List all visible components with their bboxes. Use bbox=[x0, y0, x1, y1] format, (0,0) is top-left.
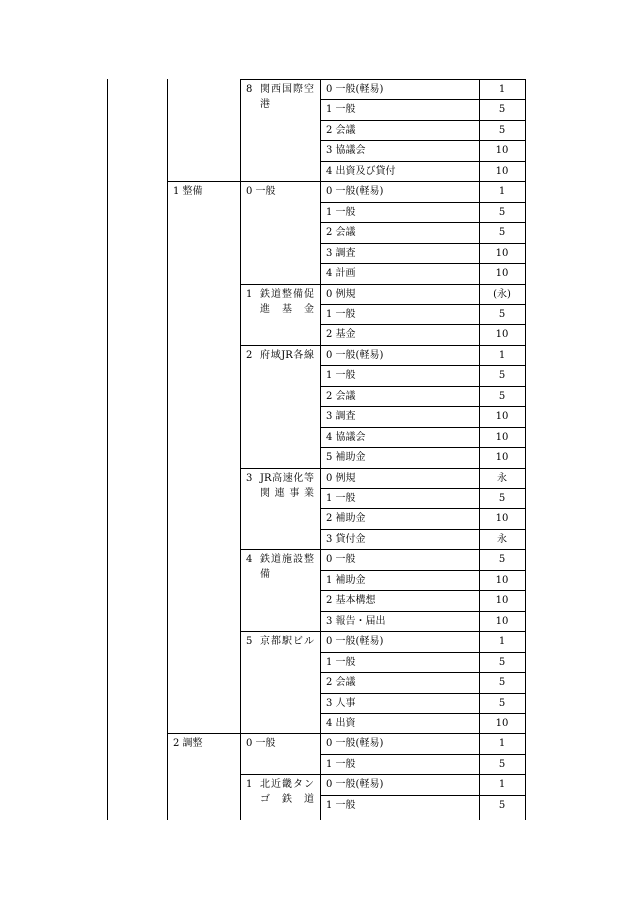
record-item: 0 一般(軽易) bbox=[326, 186, 384, 197]
row-rule bbox=[320, 529, 525, 530]
record-item: 1 一般 bbox=[326, 657, 356, 668]
retention-years: 10 bbox=[495, 432, 509, 443]
record-item: 0 一般(軽易) bbox=[326, 738, 384, 749]
record-item: 2 基本構想 bbox=[326, 595, 376, 606]
retention-years: 5 bbox=[498, 759, 506, 770]
retention-years: 10 bbox=[495, 575, 509, 586]
retention-years: 10 bbox=[495, 248, 509, 259]
column-rule bbox=[167, 79, 168, 820]
retention-years: 10 bbox=[495, 616, 509, 627]
retention-years: 5 bbox=[498, 125, 506, 136]
record-item: 4 協議会 bbox=[326, 432, 366, 443]
retention-years: 5 bbox=[498, 657, 506, 668]
record-item: 2 会議 bbox=[326, 391, 356, 402]
record-item: 1 一般 bbox=[326, 104, 356, 115]
row-rule bbox=[167, 181, 525, 182]
subsection-number: 2 bbox=[246, 350, 253, 361]
row-rule bbox=[320, 161, 525, 162]
row-rule bbox=[320, 386, 525, 387]
record-item: 2 補助金 bbox=[326, 513, 366, 524]
retention-years: (永) bbox=[493, 289, 511, 300]
subsection-label: 鉄道施設整備 bbox=[260, 554, 314, 580]
retention-years: 10 bbox=[495, 513, 509, 524]
record-item: 3 調査 bbox=[326, 411, 356, 422]
row-rule bbox=[320, 140, 525, 141]
record-item: 4 出資 bbox=[326, 718, 356, 729]
subsection-label: 北近畿タンゴ鉄道 bbox=[260, 779, 314, 805]
row-rule bbox=[320, 120, 525, 121]
row-rule bbox=[240, 631, 525, 632]
record-item: 0 一般(軽易) bbox=[326, 636, 384, 647]
retention-years: 1 bbox=[498, 350, 506, 361]
retention-years: 永 bbox=[497, 534, 507, 545]
record-item: 0 一般(軽易) bbox=[326, 350, 384, 361]
row-rule bbox=[320, 652, 525, 653]
row-rule bbox=[240, 345, 525, 346]
retention-years: 5 bbox=[498, 309, 506, 320]
record-item: 0 例規 bbox=[326, 289, 356, 300]
subsection-number: 4 bbox=[246, 554, 253, 565]
record-item: 0 例規 bbox=[326, 473, 356, 484]
retention-years: 10 bbox=[495, 411, 509, 422]
subsection-number: 8 bbox=[246, 84, 253, 95]
subsection-label: 鉄道整備促進基金 bbox=[260, 289, 314, 315]
retention-years: 10 bbox=[495, 329, 509, 340]
record-item: 1 一般 bbox=[326, 370, 356, 381]
row-rule bbox=[320, 611, 525, 612]
subsection-label: 関西国際空港 bbox=[260, 84, 314, 110]
record-item: 1 一般 bbox=[326, 800, 356, 811]
retention-years: 1 bbox=[498, 636, 506, 647]
retention-years: 5 bbox=[498, 227, 506, 238]
row-rule bbox=[167, 733, 525, 734]
retention-years: 10 bbox=[495, 595, 509, 606]
row-rule bbox=[320, 406, 525, 407]
record-item: 3 協議会 bbox=[326, 145, 366, 156]
subsection-label: 0 一般 bbox=[246, 738, 276, 749]
record-item: 3 調査 bbox=[326, 248, 356, 259]
record-item: 5 補助金 bbox=[326, 452, 366, 463]
record-item: 1 一般 bbox=[326, 207, 356, 218]
retention-years: 5 bbox=[498, 370, 506, 381]
subsection-label: 0 一般 bbox=[246, 186, 276, 197]
record-item: 2 基金 bbox=[326, 329, 356, 340]
retention-years: 5 bbox=[498, 554, 506, 565]
retention-years: 5 bbox=[498, 677, 506, 688]
row-rule bbox=[320, 795, 525, 796]
subsection-label: 京都駅ビル bbox=[260, 636, 314, 647]
retention-years: 1 bbox=[498, 779, 506, 790]
row-rule bbox=[320, 590, 525, 591]
record-item: 2 会議 bbox=[326, 227, 356, 238]
record-item: 4 計画 bbox=[326, 268, 356, 279]
row-rule bbox=[320, 713, 525, 714]
retention-years: 5 bbox=[498, 698, 506, 709]
section-label: 1 整備 bbox=[173, 186, 203, 197]
retention-years: 1 bbox=[498, 84, 506, 95]
column-rule bbox=[320, 79, 321, 820]
table-top-border bbox=[240, 79, 525, 80]
retention-years: 永 bbox=[497, 473, 507, 484]
row-rule bbox=[320, 427, 525, 428]
row-rule bbox=[240, 774, 525, 775]
subsection-number: 5 bbox=[246, 636, 253, 647]
retention-years: 10 bbox=[495, 718, 509, 729]
record-item: 3 貸付金 bbox=[326, 534, 366, 545]
row-rule bbox=[320, 365, 525, 366]
row-rule bbox=[240, 468, 525, 469]
retention-years: 10 bbox=[495, 268, 509, 279]
subsection-label: 府域JR各線 bbox=[260, 350, 314, 361]
row-rule bbox=[320, 488, 525, 489]
record-item: 0 一般(軽易) bbox=[326, 779, 384, 790]
record-item: 1 一般 bbox=[326, 493, 356, 504]
retention-years: 5 bbox=[498, 800, 506, 811]
row-rule bbox=[320, 243, 525, 244]
row-rule bbox=[320, 202, 525, 203]
row-rule bbox=[320, 570, 525, 571]
retention-years: 5 bbox=[498, 207, 506, 218]
record-item: 2 会議 bbox=[326, 125, 356, 136]
record-item: 0 一般(軽易) bbox=[326, 84, 384, 95]
retention-years: 1 bbox=[498, 738, 506, 749]
retention-years: 10 bbox=[495, 166, 509, 177]
retention-years: 10 bbox=[495, 145, 509, 156]
record-item: 1 補助金 bbox=[326, 575, 366, 586]
row-rule bbox=[320, 222, 525, 223]
record-item: 3 人事 bbox=[326, 698, 356, 709]
retention-years: 5 bbox=[498, 493, 506, 504]
column-rule bbox=[107, 79, 108, 820]
row-rule bbox=[240, 549, 525, 550]
record-item: 1 一般 bbox=[326, 759, 356, 770]
row-rule bbox=[240, 284, 525, 285]
record-item: 2 会議 bbox=[326, 677, 356, 688]
retention-years: 5 bbox=[498, 104, 506, 115]
row-rule bbox=[320, 693, 525, 694]
record-item: 1 一般 bbox=[326, 309, 356, 320]
subsection-label: JR高速化等関連事業 bbox=[260, 473, 314, 499]
row-rule bbox=[320, 447, 525, 448]
row-rule bbox=[320, 508, 525, 509]
retention-years: 1 bbox=[498, 186, 506, 197]
column-rule bbox=[240, 79, 241, 820]
record-item: 4 出資及び貸付 bbox=[326, 166, 396, 177]
row-rule bbox=[320, 99, 525, 100]
subsection-number: 3 bbox=[246, 473, 253, 484]
record-item: 0 一般 bbox=[326, 554, 356, 565]
subsection-number: 1 bbox=[246, 779, 253, 790]
row-rule bbox=[320, 672, 525, 673]
retention-years: 5 bbox=[498, 391, 506, 402]
row-rule bbox=[320, 304, 525, 305]
retention-years: 10 bbox=[495, 452, 509, 463]
column-rule bbox=[525, 79, 526, 820]
row-rule bbox=[320, 754, 525, 755]
section-label: 2 調整 bbox=[173, 738, 203, 749]
subsection-number: 1 bbox=[246, 289, 253, 300]
record-item: 3 報告・届出 bbox=[326, 616, 386, 627]
row-rule bbox=[320, 324, 525, 325]
row-rule bbox=[320, 263, 525, 264]
